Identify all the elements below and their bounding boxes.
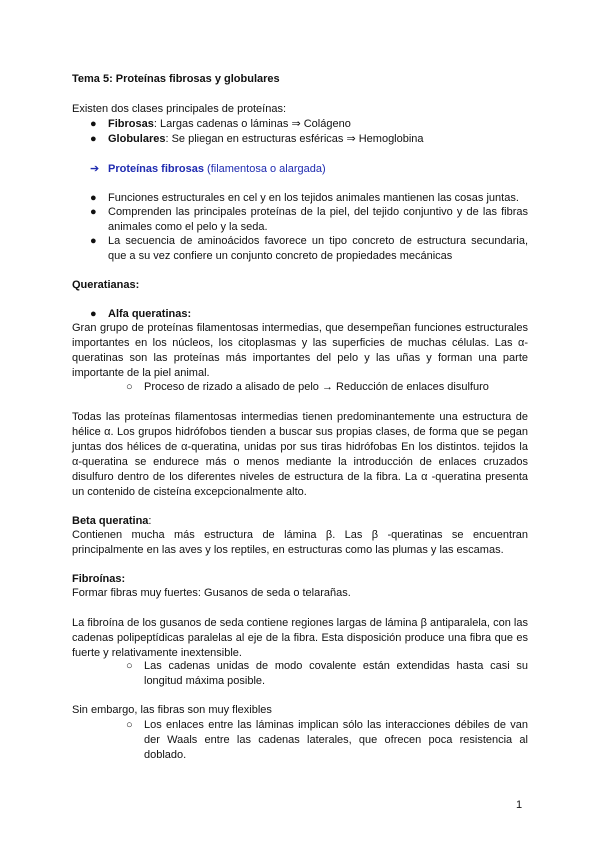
heading-bold: Proteínas fibrosas (108, 163, 204, 175)
beta-paragraph: Contienen mucha más estructura de lámina β. Las β -queratinas se encuentran principalmente en las aves y los reptiles, en estructuras como las plumas y las escamas. (72, 529, 528, 556)
feature-text: Comprenden las principales proteínas de la piel, del tejido conjuntivo y de las fibras animales como el pelo y la seda. (108, 206, 528, 233)
class-desc: : Largas cadenas o láminas ⇒ Colágeno (153, 118, 351, 130)
sub-text: Los enlaces entre las láminas implican sólo las interacciones débiles de van der Waals entre las cadenas laterales, que ofrecen poca resistencia al doblado. (144, 719, 528, 761)
feature-text: Funciones estructurales en cel y en los tejidos animales mantienen las cosas juntas. (108, 192, 519, 204)
feature-text: La secuencia de aminoácidos favorece un tipo concreto de estructura secundaria, que a su vez confiere un conjunto concreto de propiedades mecánicas (108, 235, 528, 262)
helix-paragraph: Todas las proteínas filamentosas intermedias tienen predominantemente una estructura de hélice α. Los grupos hidrófobos tienden a buscar sus propias clases, de forma que se pegan juntas dos hélices de α-queratina, unidas por sus tiras hidrófobas En los distintos. tejidos la α-queratina se endurece más o menos mediante la introducción de enlaces cruzados disulfuro dentro de los diferentes niveles de estructura de la fibra. La α -queratina presenta un contenido de cisteína excepcionalmente alto. (72, 411, 528, 498)
bullet-icon: ● (90, 308, 97, 320)
bullet-icon: ● (90, 192, 97, 204)
page-number: 1 (516, 799, 523, 811)
circle-bullet-icon: ○ (126, 660, 133, 672)
fibroinas-line: Formar fibras muy fuertes: Gusanos de seda o telarañas. (72, 587, 351, 599)
heading-rest: (filamentosa o alargada) (203, 163, 326, 175)
sub-text: Proceso de rizado a alisado de pelo → Reducción de enlaces disulfuro (144, 381, 489, 393)
bullet-icon: ● (90, 118, 97, 130)
beta-heading: Beta queratina (72, 515, 149, 527)
beta-heading-line (72, 514, 528, 529)
document-title: Tema 5: Proteínas fibrosas y globulares (72, 73, 280, 85)
fibroinas-line-2: Sin embargo, las fibras son muy flexibles (72, 704, 272, 716)
fibroinas-paragraph: La fibroína de los gusanos de seda contiene regiones largas de lámina β antiparalela, con las cadenas polipeptídicas paralelas al eje de la fibra. Esta disposición produce una fibra que es fuerte y relativamente inextensible. (72, 617, 528, 659)
beta-colon: : (148, 515, 152, 527)
class-desc: : Se pliegan en estructuras esféricas ⇒ Hemoglobina (165, 133, 424, 145)
fibroinas-heading: Fibroínas: (72, 573, 126, 585)
sub-text: Las cadenas unidas de modo covalente están extendidas hasta casi su longitud máxima posible. (144, 660, 528, 687)
circle-bullet-icon: ○ (126, 381, 133, 393)
bullet-icon: ● (90, 206, 97, 218)
intro-text: Existen dos clases principales de proteínas: (72, 103, 287, 115)
class-name: Fibrosas (108, 118, 154, 130)
queratinas-heading: Queratianas: (72, 279, 140, 291)
alfa-paragraph: Gran grupo de proteínas filamentosas intermedias, que desempeñan funciones estructurales importantes en los núcleos, los citoplasmas y las superficies de muchas células. Las α-queratinas son las proteínas más importantes del pelo y las uñas y forman una parte importante de la piel animal. (72, 322, 528, 379)
arrow-right-icon: ➔ (90, 163, 100, 175)
bullet-icon: ● (90, 133, 97, 145)
circle-bullet-icon: ○ (126, 719, 133, 731)
class-name: Globulares (108, 133, 166, 145)
alfa-heading: Alfa queratinas: (108, 308, 192, 320)
bullet-icon: ● (90, 235, 97, 247)
